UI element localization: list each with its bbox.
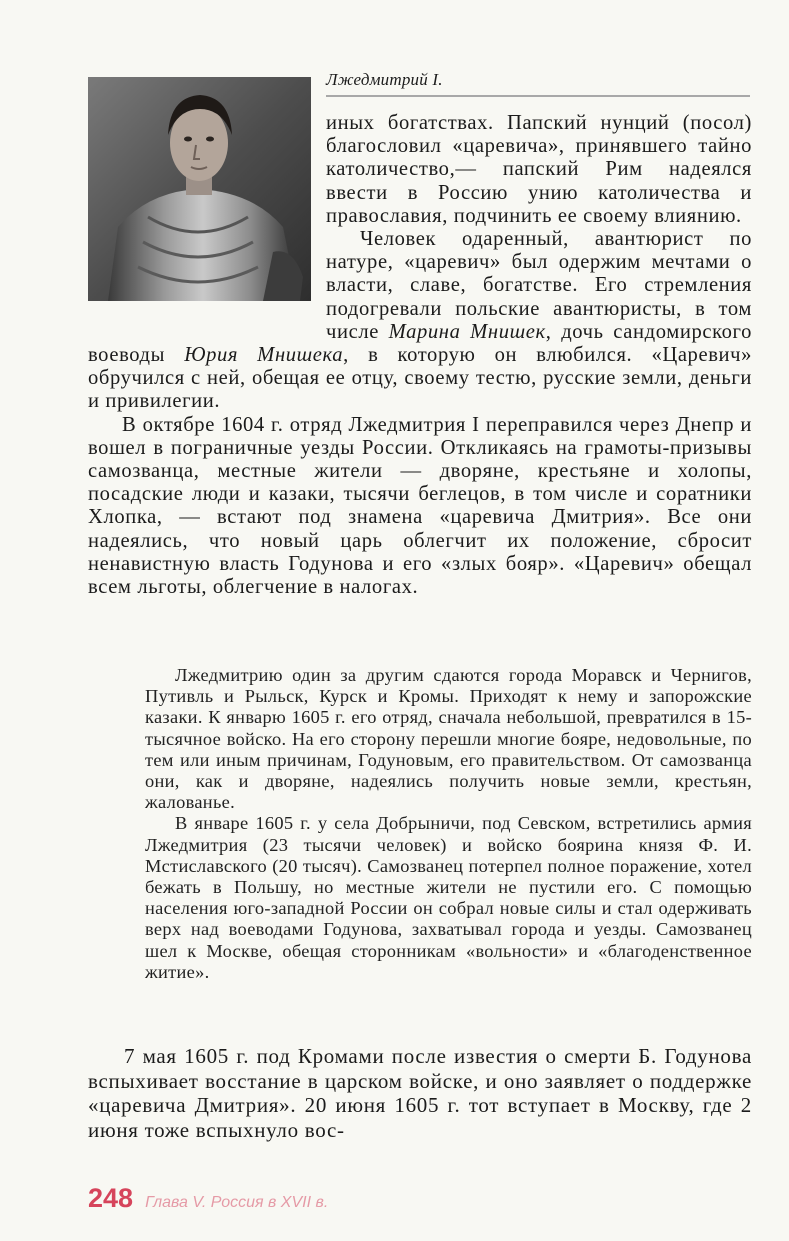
paragraph-1: иных богатствах. Папский нунций (посол) благословил «царевича», принявшего тайно католичество,— папский Рим надеялся ввести в Россию унию католичества и православия, подчинить ее своему влиянию.: [326, 112, 752, 227]
name-marina-mnishek: Марина Мнишек: [388, 320, 546, 343]
small-print-block: [145, 665, 752, 983]
image-wrap-spacer: [88, 112, 326, 325]
final-text-block: [88, 1044, 752, 1142]
paragraph-3: В октябре 1604 г. отряд Лжедмитрия I переправился через Днепр и вошел в пограничные уезды России. Откликаясь на грамоты-призывы самозванца, местные жители — дворяне, крестьяне и холопы, посадские люди и казаки, тысячи беглецов, в том числе и соратники Хлопка, — встают под знамена «царевича Дмитрия». Все они надеялись, что новый царь облегчит их положение, сбросит ненавистную власть Годунова и его «злых бояр». «Царевич» обещал всем льготы, облегчение в налогах.: [88, 413, 752, 599]
main-body-text: [88, 112, 752, 599]
paragraph-2-end: , в которую он влюбился. «Царевич» обручился с ней, обещая ее отцу, своему тестю, русские земли, деньги и привилегии.: [88, 344, 752, 413]
page-number: 248: [88, 1183, 134, 1213]
final-paragraph: 7 мая 1605 г. под Кромами после известия о смерти Б. Годунова вспыхивает восстание в царском войске, и оно заявляет о поддержке «царевича Дмитрия». 20 июня 1605 г. тот вступает в Москву, где 2 июня тоже вспыхнуло вос-: [88, 1044, 752, 1142]
small-paragraph-2: В январе 1605 г. у села Добрыничи, под Севском, встретились армия Лжедмитрия (23 тысячи человек) и войско боярина князя Ф. И. Мстиславского (20 тысяч). Самозванец потерпел полное поражение, хотел бежать в Польшу, но местные жители не пустили его. С помощью населения юго-западной России он собрал новые силы и стал одерживать верх над воеводами Годунова, захватывал города и уезды. Самозванец шел к Москве, обещая сторонникам «вольности» и «благоденственное житие».: [145, 813, 752, 982]
name-yuri-mnishek: Юрия Мнишека: [184, 344, 344, 367]
chapter-title: Глава V. Россия в XVII в.: [145, 1194, 329, 1211]
page-footer: [88, 1183, 328, 1213]
paragraph-2-mid: , дочь сандомирского воеводы: [88, 320, 752, 367]
paragraph-2-start: Человек одаренный, авантюрист по натуре, «царевич» был одержим мечтами о власти, славе, богатстве. Его стремления подогревали польские авантюристы, в том числе: [326, 228, 752, 343]
figure-caption: Лжедмитрий I.: [326, 70, 750, 97]
small-paragraph-1: Лжедмитрию один за другим сдаются города Моравск и Чернигов, Путивль и Рыльск, Курск и Кромы. Приходят к нему и запорожские казаки. К январю 1605 г. его отряд, сначала небольшой, превратился в 15-тысячное войско. На его сторону перешли многие бояре, недовольные, по тем или иным причинам, Годуновым, его правительством. От самозванца они, как и дворяне, надеялись получить новые земли, крестьян, жалованье.: [145, 665, 752, 813]
